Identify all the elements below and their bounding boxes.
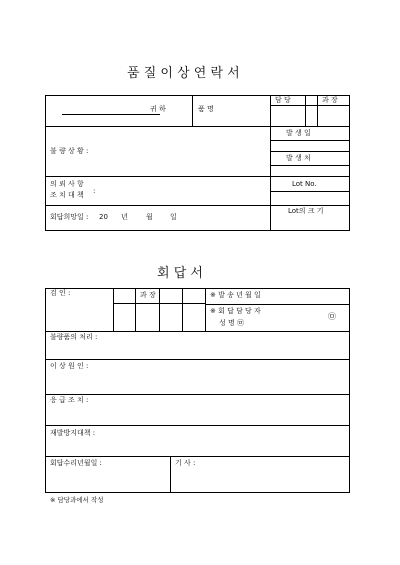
notes-label-2: 조 치 대 책 (50, 191, 84, 199)
form2-row-line (45, 394, 350, 395)
send-date-label: ※ 발 송 년 월 일 (210, 291, 261, 299)
form2-row-line (45, 331, 350, 332)
cause-label: 이 상 원 인 : (50, 362, 89, 370)
approval-divider (305, 95, 306, 126)
reply-due-year: 년 (121, 213, 128, 221)
form2-col-line (113, 288, 114, 331)
form2-col-line (170, 456, 171, 493)
section-chief-label: 과 장 (322, 96, 338, 104)
recipient-suffix: 귀 하 (150, 105, 166, 113)
form2-col-line (182, 288, 183, 331)
form2-row-line (45, 359, 350, 360)
reply-person-label-1: ※ 회 답 담 당 자 (210, 307, 261, 315)
occurrence-date-label: 발 생 일 (286, 129, 311, 137)
seal-mark: ㉤ (328, 312, 336, 321)
emergency-label: 응 급 조 치 : (50, 396, 89, 404)
notes-label: 기 사 : (175, 459, 196, 467)
notes-colon: : (93, 187, 96, 195)
form2-title: 회 답 서 (157, 266, 203, 281)
occurrence-line (270, 140, 350, 141)
occurrence-line (270, 151, 350, 152)
form2-col-line (205, 288, 206, 331)
form1-row-line (45, 126, 350, 127)
approval-divider (317, 95, 318, 126)
form1-title: 품 질 이 상 연 락 서 (127, 66, 240, 81)
notes-label-1: 의 뢰 사 항 (50, 180, 84, 188)
reply-due-day: 일 (170, 213, 177, 221)
form1-row-line (45, 176, 350, 177)
form2-col-line (159, 288, 160, 331)
received-date-label: 회답수리년월일 : (50, 459, 102, 467)
form2-row-line (45, 425, 350, 426)
reply-due-year-prefix: 20 (99, 213, 108, 221)
defect-handling-label: 불량품의 처리 : (50, 333, 98, 341)
reply-due-label: 회답희망일 : (50, 213, 89, 221)
in-charge-label: 담 당 (275, 96, 291, 104)
inspection-label: 검 인 : (50, 289, 71, 297)
form2-row-line (205, 304, 350, 305)
lot-size-label: Lot의 크 기 (288, 207, 324, 215)
form2-row-line (45, 456, 350, 457)
occurrence-line (270, 165, 350, 166)
occurrence-place-label: 발 생 처 (286, 154, 311, 162)
recipient-underline (62, 114, 160, 115)
form2-col-line (135, 288, 136, 331)
form1-row-line (45, 205, 350, 206)
product-divider (192, 95, 193, 126)
reply-due-month: 월 (146, 213, 153, 221)
lot-no-label: Lot No. (292, 180, 317, 188)
reply-person-label-2: 성 명 ㉤ (219, 319, 244, 327)
footnote: ※ 담당과에서 작성 (50, 496, 104, 504)
right-column-divider (270, 95, 271, 231)
form2-section-chief-label: 과 장 (140, 291, 156, 299)
product-name-label: 품 명 (198, 105, 214, 113)
approval-header-line (270, 105, 350, 106)
lot-line (270, 191, 350, 192)
defect-status-label: 불 량 상 황 : (50, 147, 89, 155)
prevention-label: 재발방지대책 : (50, 429, 96, 437)
